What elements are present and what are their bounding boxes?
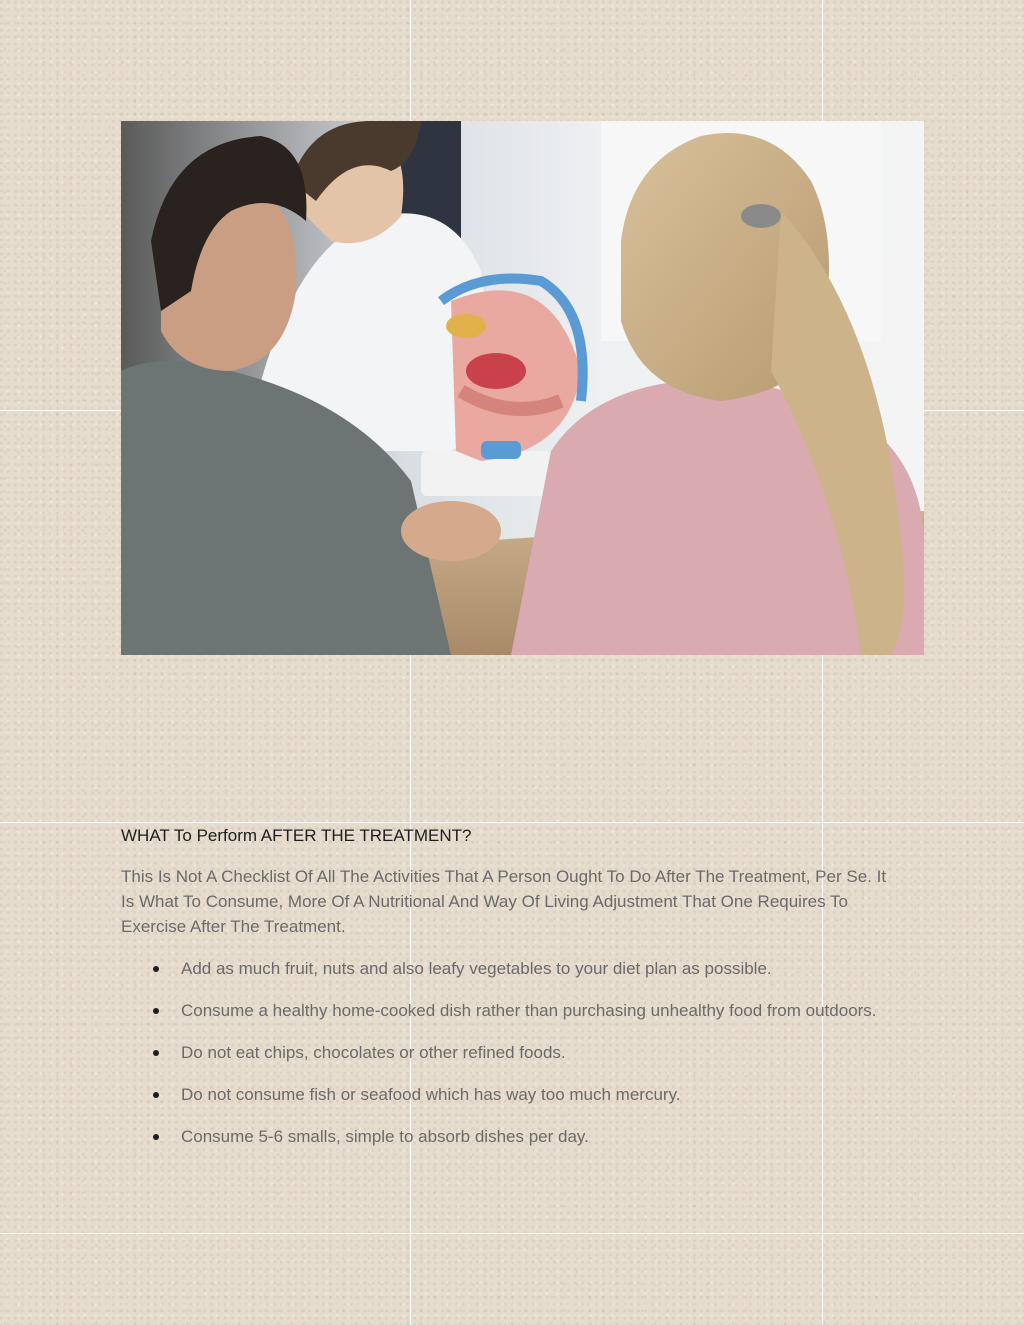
tips-list xyxy=(121,956,901,1149)
bullet-icon xyxy=(153,1092,159,1098)
list-item xyxy=(121,1040,901,1065)
bullet-icon xyxy=(153,966,159,972)
list-item xyxy=(121,1124,901,1149)
bullet-icon xyxy=(153,1134,159,1140)
bullet-icon xyxy=(153,1008,159,1014)
article xyxy=(121,823,901,1166)
list-item xyxy=(121,998,901,1023)
list-item-text: Consume a healthy home-cooked dish rather than purchasing unhealthy food from outdoors. xyxy=(181,1001,877,1020)
article-intro: This Is Not A Checklist Of All The Activities That A Person Ought To Do After The Treatment, Per Se. It Is What To Consume, More Of A Nutritional And Way Of Living Adjustment That One Requires To Exercise After The Treatment. xyxy=(121,867,887,936)
bullet-icon xyxy=(153,1050,159,1056)
list-item xyxy=(121,1082,901,1107)
article-heading: WHAT To Perform AFTER THE TREATMENT? xyxy=(121,826,472,845)
consultation-photo xyxy=(121,121,924,655)
list-item xyxy=(121,956,901,981)
list-item-text: Do not eat chips, chocolates or other refined foods. xyxy=(181,1043,566,1062)
list-item-text: Consume 5-6 smalls, simple to absorb dishes per day. xyxy=(181,1127,589,1146)
list-item-text: Add as much fruit, nuts and also leafy vegetables to your diet plan as possible. xyxy=(181,959,772,978)
background-grid-line xyxy=(0,1233,1024,1234)
list-item-text: Do not consume fish or seafood which has way too much mercury. xyxy=(181,1085,681,1104)
